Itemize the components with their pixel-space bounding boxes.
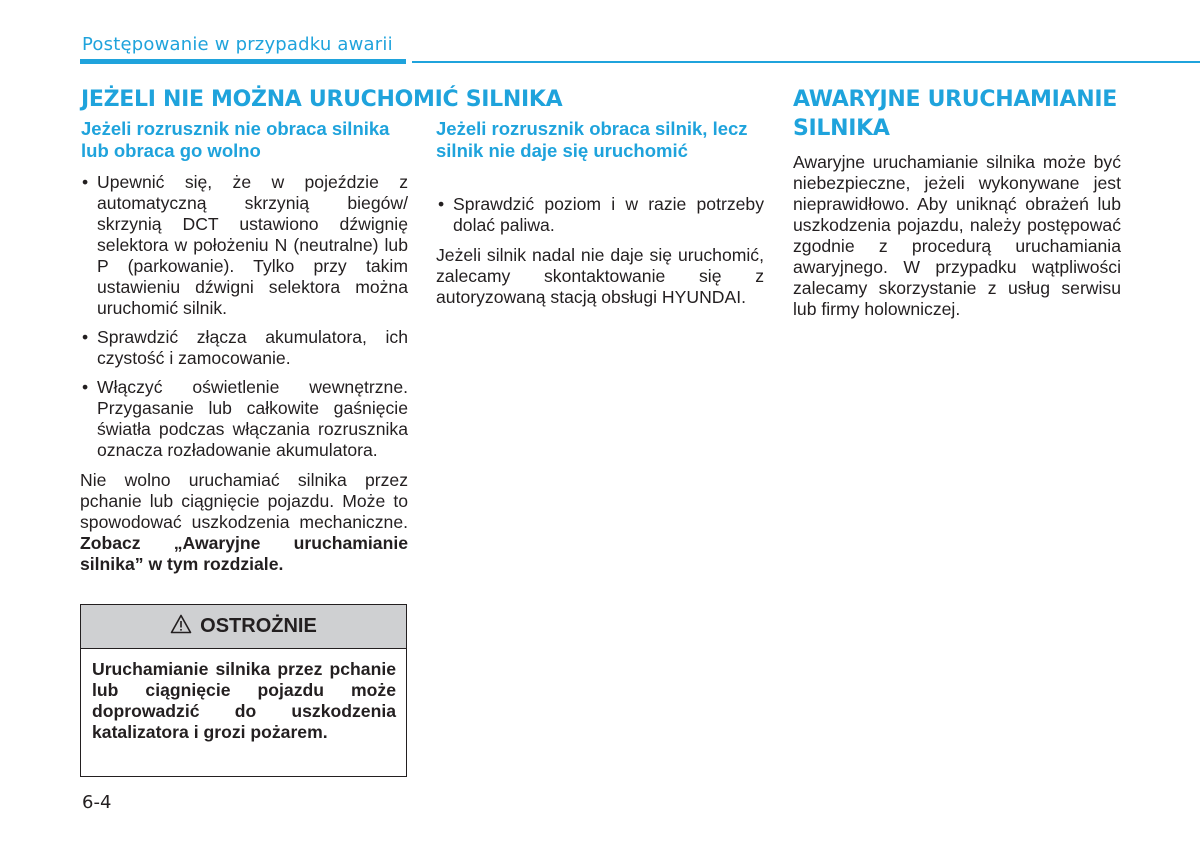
list-item — [436, 194, 764, 236]
subtitle-starter-turning: Jeżeli rozrusznik obraca silnik, lecz silnik nie daje się uruchomić — [436, 118, 748, 161]
bullet-list-2 — [436, 194, 764, 236]
column-1 — [80, 172, 408, 584]
bullet-dot: • — [438, 194, 445, 214]
caution-text: Uruchamianie silnika przez pchanie lub ciągnięcie pojazdu może doprowadzić do uszkodzenia katalizatora i grozi pożarem. — [92, 659, 396, 742]
chapter-title: Postępowanie w przypadku awarii — [82, 34, 393, 55]
caution-box — [80, 604, 407, 777]
list-item — [80, 377, 408, 461]
header-rule-thin — [412, 61, 1200, 63]
push-start-warning-paragraph — [80, 470, 408, 575]
list-item — [80, 172, 408, 319]
list-item — [80, 327, 408, 369]
list-item-text: Włączyć oświetlenie wewnętrzne. Przygasanie lub całkowite gaśnięcie światła podczas włączania rozrusznika oznacza rozładowanie akumulatora. — [97, 377, 408, 460]
warning-triangle-icon — [170, 614, 192, 640]
contact-service-paragraph: Jeżeli silnik nadal nie daje się uruchomić, zalecamy skontaktowanie się z autoryzowaną stacją obsługi HYUNDAI. — [436, 245, 764, 307]
list-item-text: Upewnić się, że w pojeździe z automatyczną skrzynią biegów/ skrzynią DCT ustawiono dźwignię selektora w położeniu N (neutralne) lub P (parkowanie). Tylko przy takim ustawieniu dźwigni selektora można uruchomić silnik. — [97, 172, 408, 318]
list-item-text: Sprawdzić złącza akumulatora, ich czystość i zamocowanie. — [97, 327, 408, 368]
column-3 — [793, 152, 1121, 329]
paragraph-text: Nie wolno uruchamiać silnika przez pchanie lub ciągnięcie pojazdu. Może to spowodować uszkodzenia mechaniczne. — [80, 470, 408, 532]
bullet-dot: • — [82, 377, 89, 397]
subtitle-starter-not-turning: Jeżeli rozrusznik nie obraca silnika lub obraca go wolno — [81, 118, 390, 161]
caution-header — [81, 605, 406, 649]
section-title-cannot-start: JEŻELI NIE MOŻNA URUCHOMIĆ SILNIKA — [81, 87, 563, 112]
section-title-emergency-start: AWARYJNE URUCHAMIANIE SILNIKA — [793, 87, 1117, 141]
bullet-dot: • — [82, 172, 89, 192]
column-2 — [436, 194, 764, 317]
caution-label: OSTROŻNIE — [200, 615, 317, 637]
header-rule-thick — [80, 59, 406, 64]
bullet-dot: • — [82, 327, 89, 347]
bullet-list-1 — [80, 172, 408, 461]
list-item-text: Sprawdzić poziom i w razie potrzeby dolać paliwa. — [453, 194, 764, 235]
paragraph-reference: Zobacz „Awaryjne uruchamianie silnika” w tym rozdziale. — [80, 533, 408, 574]
page-number: 6-4 — [82, 792, 112, 813]
emergency-start-paragraph: Awaryjne uruchamianie silnika może być niebezpieczne, jeżeli wykonywane jest nieprawidłowo. Aby uniknąć obrażeń lub uszkodzenia pojazdu, należy postępować zgodnie z procedurą uruchamiania awaryjnego. W przypadku wątpliwości zalecamy skorzystanie z usług serwisu lub firmy holowniczej. — [793, 152, 1121, 319]
